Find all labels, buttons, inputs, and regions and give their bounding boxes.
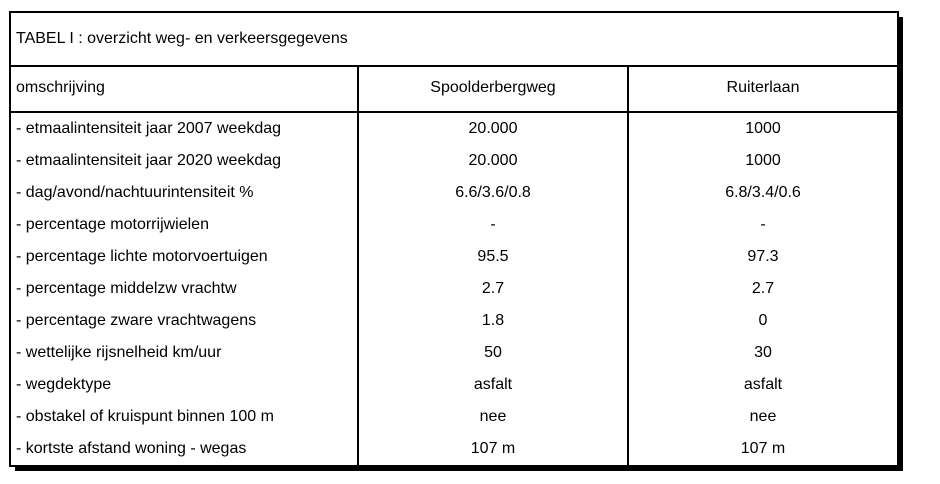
row-label: - percentage zware vrachtwagens xyxy=(16,312,257,329)
row-value-spoolderbergweg: 1.8 xyxy=(481,312,505,329)
row-value-ruiterlaan: 1000 xyxy=(745,120,781,137)
row-value-spoolderbergweg: - xyxy=(490,216,496,233)
table-row xyxy=(11,369,897,401)
row-value-spoolderbergweg: 50 xyxy=(484,344,502,361)
row-value-spoolderbergweg: 20.000 xyxy=(468,152,518,169)
header-spoolderbergweg: Spoolderbergweg xyxy=(430,79,556,96)
table-row xyxy=(11,177,897,209)
row-label: - percentage lichte motorvoertuigen xyxy=(16,248,268,265)
row-value-ruiterlaan: 6.8/3.4/0.6 xyxy=(725,184,801,201)
row-label: - etmaalintensiteit jaar 2007 weekdag xyxy=(16,120,282,137)
table-row xyxy=(11,401,897,433)
table-row xyxy=(11,241,897,273)
table-row xyxy=(11,273,897,305)
table-row xyxy=(11,209,897,241)
table-row xyxy=(11,113,897,145)
row-value-spoolderbergweg: asfalt xyxy=(473,376,513,393)
row-label: - etmaalintensiteit jaar 2020 weekdag xyxy=(16,152,282,169)
table-header-row xyxy=(11,67,897,113)
row-label: - dag/avond/nachtuurintensiteit % xyxy=(16,184,254,201)
row-value-ruiterlaan: 97.3 xyxy=(747,248,779,265)
row-label: - obstakel of kruispunt binnen 100 m xyxy=(16,408,274,425)
row-value-spoolderbergweg: 95.5 xyxy=(477,248,509,265)
table-shadow-bottom xyxy=(15,467,903,471)
row-value-ruiterlaan: 0 xyxy=(758,312,768,329)
table-row xyxy=(11,433,897,465)
row-value-spoolderbergweg: nee xyxy=(479,408,507,425)
row-value-spoolderbergweg: 20.000 xyxy=(468,120,518,137)
row-label: - wegdektype xyxy=(16,376,112,393)
table-title-row xyxy=(11,13,897,67)
table-shadow-right xyxy=(899,17,903,471)
table-row xyxy=(11,145,897,177)
row-value-ruiterlaan: 30 xyxy=(754,344,772,361)
row-value-ruiterlaan: 2.7 xyxy=(751,280,775,297)
table-row xyxy=(11,337,897,369)
table-row xyxy=(11,305,897,337)
row-label: - wettelijke rijsnelheid km/uur xyxy=(16,344,222,361)
table-title: TABEL I : overzicht weg- en verkeersgegevens xyxy=(16,30,348,47)
row-value-spoolderbergweg: 6.6/3.6/0.8 xyxy=(455,184,531,201)
table-body xyxy=(11,113,897,465)
row-value-ruiterlaan: - xyxy=(760,216,766,233)
row-label: - percentage motorrijwielen xyxy=(16,216,209,233)
header-ruiterlaan: Ruiterlaan xyxy=(726,79,800,96)
row-value-ruiterlaan: nee xyxy=(749,408,777,425)
row-label: - percentage middelzw vrachtw xyxy=(16,280,237,297)
header-description: omschrijving xyxy=(16,79,105,96)
row-value-spoolderbergweg: 107 m xyxy=(470,440,516,457)
row-label: - kortste afstand woning - wegas xyxy=(16,440,247,457)
row-value-ruiterlaan: asfalt xyxy=(743,376,783,393)
row-value-ruiterlaan: 107 m xyxy=(740,440,786,457)
row-value-ruiterlaan: 1000 xyxy=(745,152,781,169)
traffic-data-table xyxy=(9,11,899,467)
row-value-spoolderbergweg: 2.7 xyxy=(481,280,505,297)
